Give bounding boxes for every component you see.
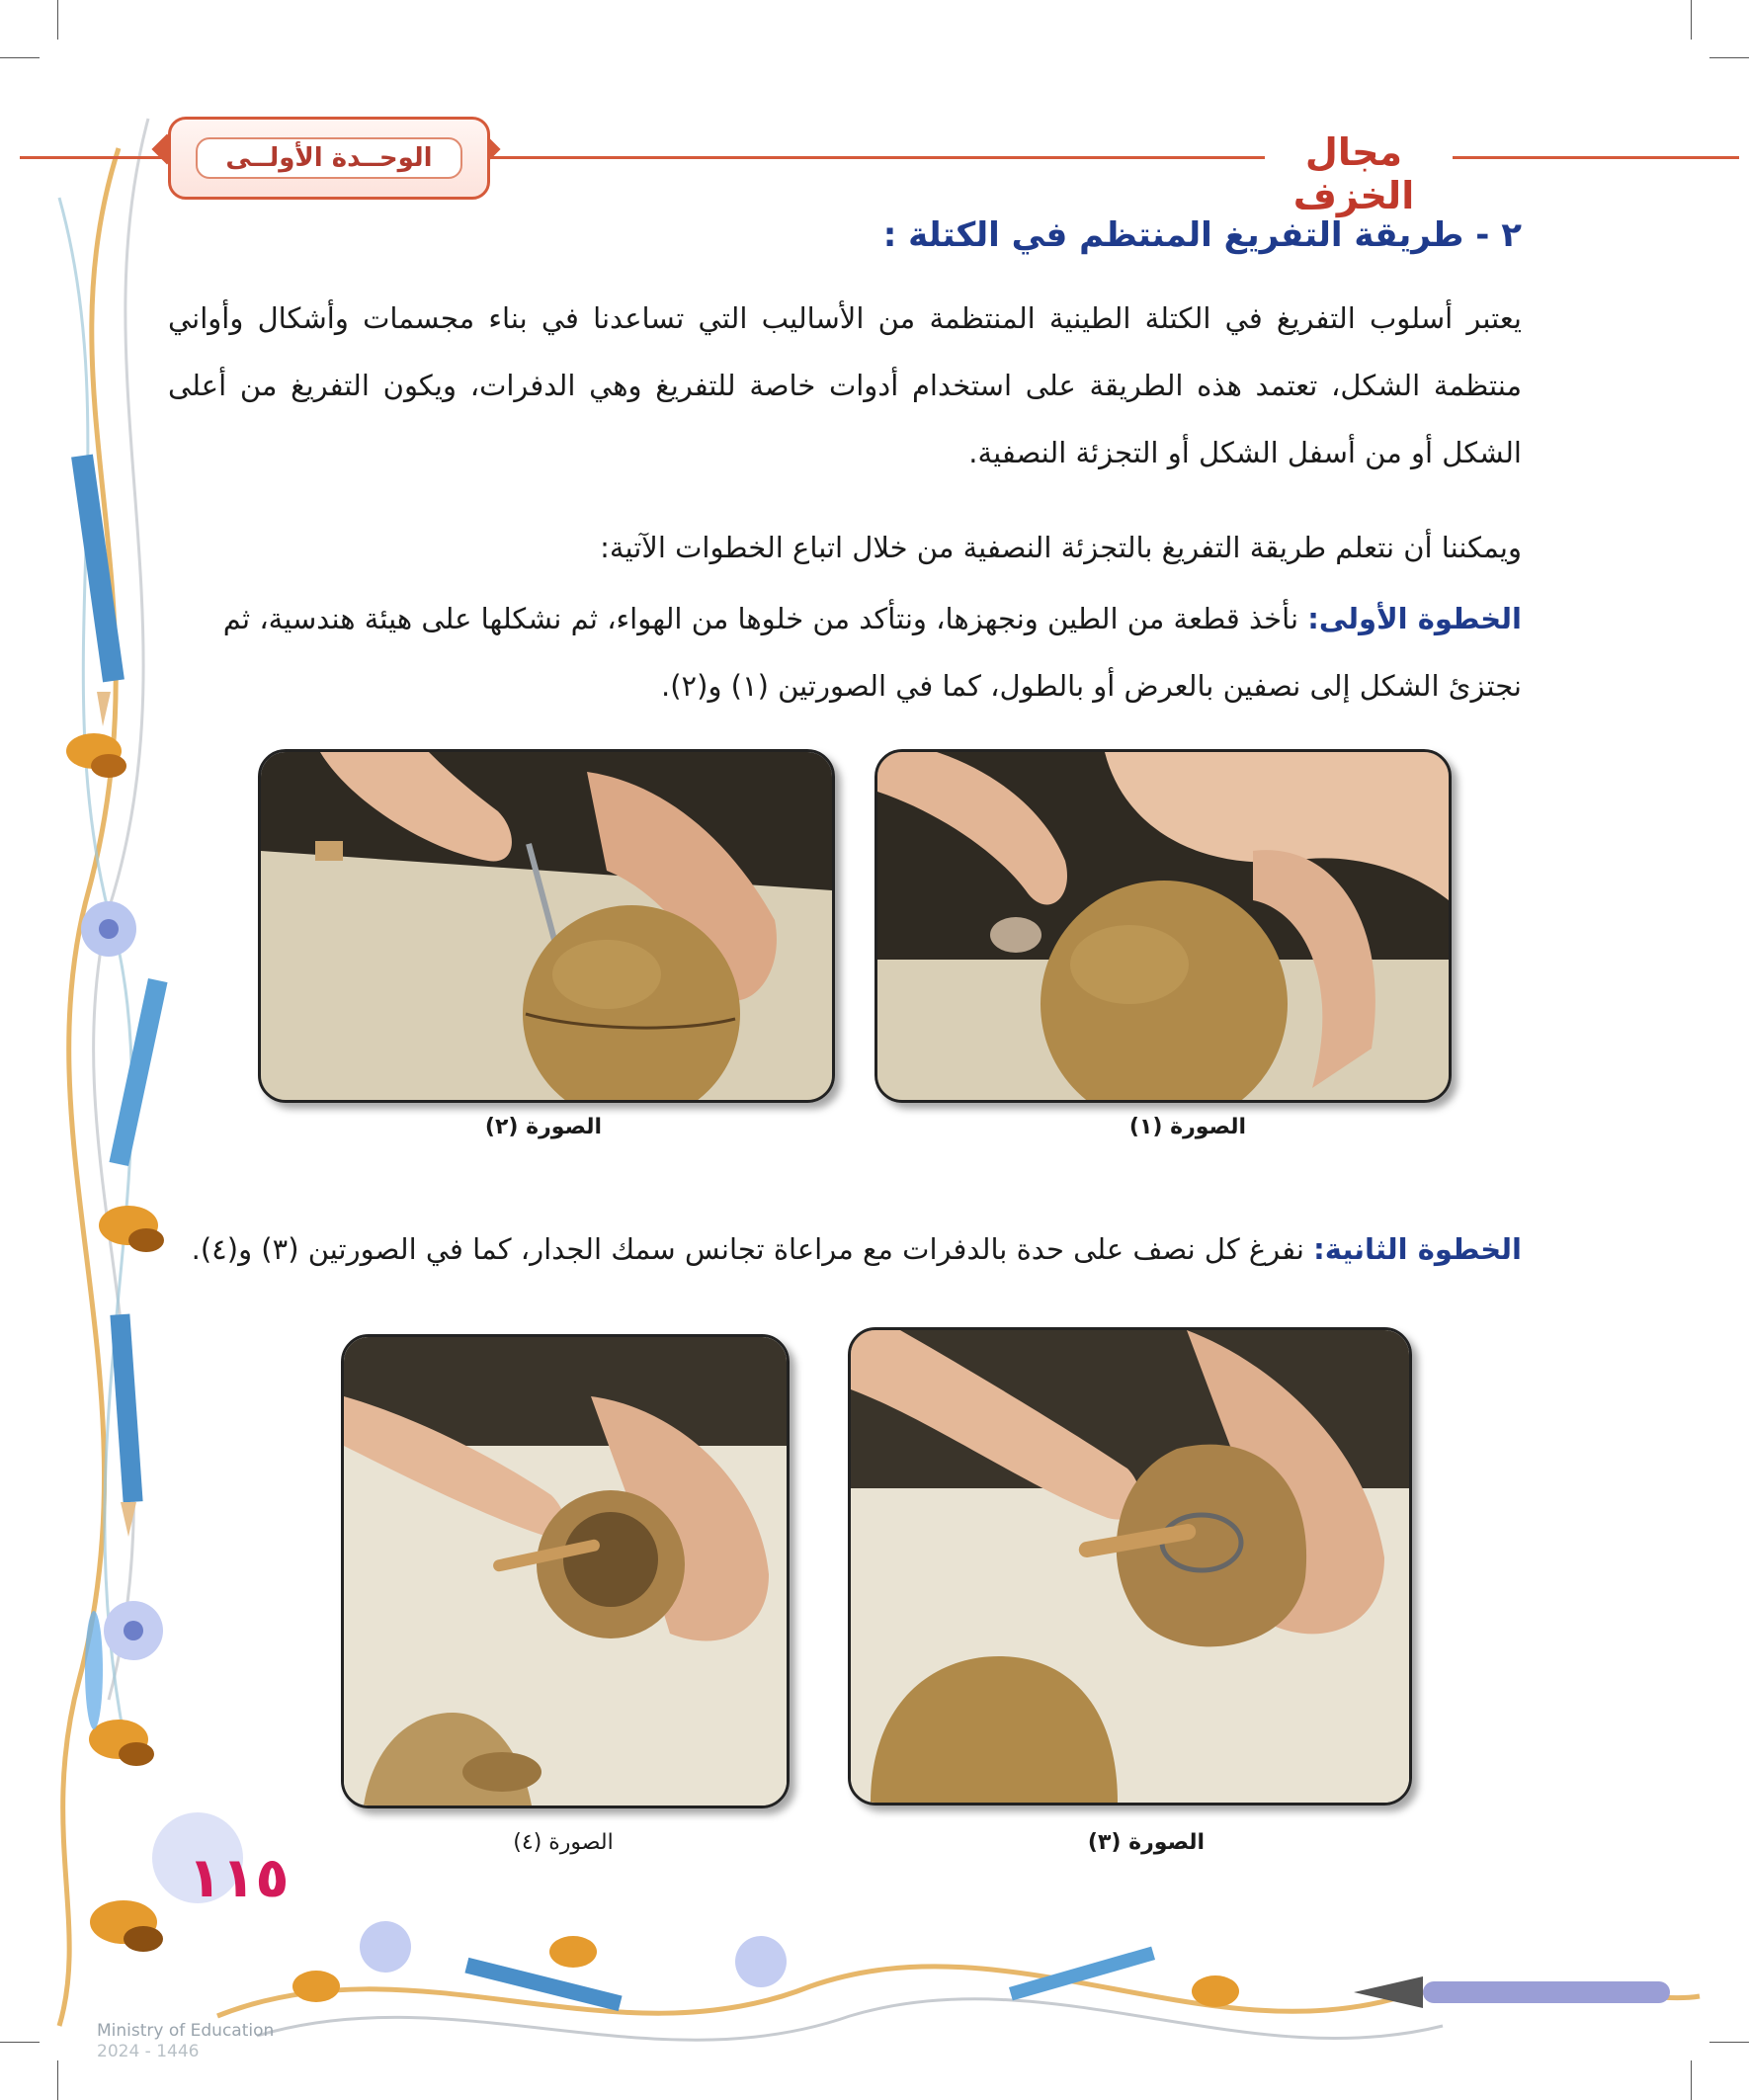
paragraph: يعتبر أسلوب التفريغ في الكتلة الطينية المنتظمة من الأساليب التي تساعدنا في بناء مجسمات وأشكال وأواني منتظمة الشكل، تعتمد هذه الطريقة على استخدام أدوات خاصة للتفريغ وهي الدفرات، ويكون التفريغ من أعلى الشكل أو من أسفل الشكل أو التجزئة النصفية. xyxy=(168,301,1522,469)
photo-3 xyxy=(848,1327,1412,1806)
ministry-label: Ministry of Education xyxy=(97,2021,275,2041)
crop-mark xyxy=(1709,57,1749,58)
unit-badge xyxy=(168,117,490,200)
field-title: مجال الخزف xyxy=(1292,130,1415,217)
butterfly-icon xyxy=(89,1720,154,1766)
page-number: ١١٥ xyxy=(188,1846,290,1910)
flower-icon xyxy=(735,1936,787,1987)
crop-mark xyxy=(1691,0,1692,40)
header-rule xyxy=(484,156,1265,159)
header-rule xyxy=(20,156,168,159)
butterfly-icon xyxy=(1192,1975,1239,2007)
photo-1 xyxy=(874,749,1452,1103)
step-one xyxy=(168,585,1522,719)
flower-icon xyxy=(81,901,136,957)
flower-icon xyxy=(360,1921,411,1973)
unit-title: الوحــدة الأولــى xyxy=(196,137,461,179)
paintbrush-icon xyxy=(1354,1976,1670,2008)
flower-icon xyxy=(104,1601,163,1660)
photo-caption: الصورة (٢) xyxy=(484,1115,603,1139)
step-label: الخطوة الثانية: xyxy=(1313,1232,1522,1266)
header-rule xyxy=(1453,156,1739,159)
step-text: نفرغ كل نصف على حدة بالدفرات مع مراعاة تجانس سمك الجدار، كما في الصورتين (٣) و(٤). xyxy=(191,1232,1314,1266)
butterfly-icon xyxy=(66,733,126,778)
photo-caption: الصورة (٣) xyxy=(1087,1830,1206,1855)
decorative-border-bottom xyxy=(0,1897,1749,2100)
step-two xyxy=(168,1216,1522,1283)
photo-4 xyxy=(341,1334,790,1808)
photo-2 xyxy=(258,749,835,1103)
butterfly-icon xyxy=(549,1936,597,1968)
photo-caption: الصورة (٤) xyxy=(513,1830,614,1855)
pencil-icon xyxy=(110,1314,142,1537)
step-label: الخطوة الأولى: xyxy=(1307,602,1522,635)
step-text: نأخذ قطعة من الطين ونجهزها، ونتأكد من خلوها من الهواء، ثم نشكلها على هيئة هندسية، ثم نجتزئ الشكل إلى نصفين بالعرض أو بالطول، كما في الصورتين (١) و(٢). xyxy=(222,602,1522,703)
paragraph: ويمكننا أن نتعلم طريقة التفريغ بالتجزئة النصفية من خلال اتباع الخطوات الآتية: xyxy=(600,531,1522,564)
butterfly-icon xyxy=(292,1971,340,2002)
year-label: 2024 - 1446 xyxy=(97,2042,200,2061)
photo-caption: الصورة (١) xyxy=(1128,1115,1247,1139)
butterfly-icon xyxy=(99,1206,164,1252)
pencil-icon xyxy=(109,978,167,1166)
section-heading: ٢ - طريقة التفريغ المنتظم في الكتلة : xyxy=(882,215,1522,255)
